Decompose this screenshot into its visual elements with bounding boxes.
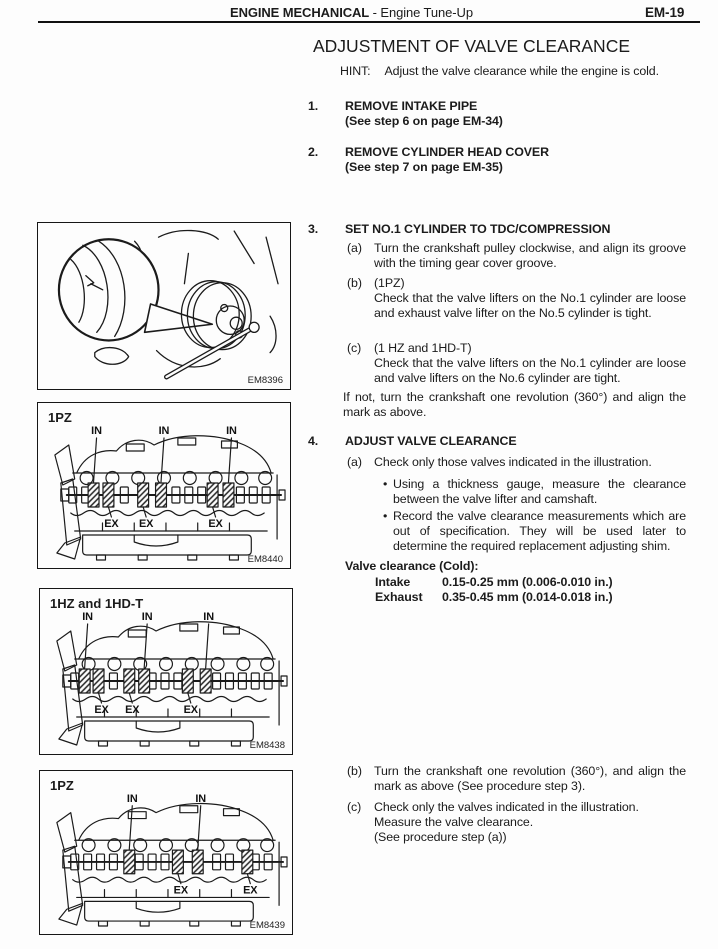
figure-valves-1pz-first — [37, 402, 291, 569]
header-section: ENGINE MECHANICAL — [230, 5, 370, 20]
svg-text:EX: EX — [94, 703, 109, 717]
step-4c-label: (c) — [347, 800, 362, 814]
step-3c-label: (c) — [347, 341, 362, 355]
step-4c-line-3: (See procedure step (a)) — [374, 830, 507, 844]
step-3a-label: (a) — [347, 241, 362, 255]
svg-text:EX: EX — [243, 884, 258, 897]
step-3-number: 3. — [308, 222, 319, 236]
step-2-heading — [345, 145, 690, 175]
step-1-title: REMOVE INTAKE PIPE — [345, 99, 478, 113]
header-rule — [38, 21, 700, 23]
page-number: EM-19 — [645, 5, 685, 20]
spec-intake-row — [375, 575, 613, 591]
header-subsection: - Engine Tune-Up — [372, 5, 473, 20]
figure-code: EM8396 — [247, 375, 283, 386]
svg-text:EX: EX — [138, 517, 154, 531]
step-1-heading — [345, 99, 690, 129]
svg-text:IN: IN — [126, 792, 138, 805]
figure-valves-1pz-second — [39, 770, 293, 935]
step-3-note: If not, turn the crankshaft one revolution (360°) and align the mark as above. — [343, 390, 686, 419]
step-4-number: 4. — [308, 434, 319, 448]
svg-text:EX: EX — [173, 884, 189, 897]
step-2-number: 2. — [308, 145, 319, 159]
svg-text:IN: IN — [158, 424, 170, 438]
engine-side-view-illustration — [41, 789, 289, 927]
svg-text:EX: EX — [208, 517, 223, 531]
step-4c-line-2: Measure the valve clearance. — [374, 815, 534, 829]
spec-intake-label: Intake — [375, 574, 411, 589]
page-header — [230, 5, 473, 20]
doc-title: ADJUSTMENT OF VALVE CLEARANCE — [313, 36, 631, 56]
figure-caption: 1PZ — [48, 410, 72, 425]
step-4a-label: (a) — [347, 455, 362, 469]
step-2-reference: (See step 7 on page EM-35) — [345, 160, 503, 174]
svg-text:IN: IN — [141, 610, 153, 624]
bullet-icon: • — [383, 509, 388, 523]
hint-text: Adjust the valve clearance while the engine is cold. — [384, 64, 659, 78]
step-3-title: SET NO.1 CYLINDER TO TDC/COMPRESSION — [345, 222, 611, 236]
hint-label: HINT: — [340, 64, 371, 78]
crankshaft-pulley-illustration — [39, 223, 288, 385]
spec-exhaust-row — [375, 590, 613, 606]
svg-text:IN: IN — [82, 610, 93, 624]
hint-line — [340, 64, 659, 78]
bullet-icon: • — [383, 477, 388, 491]
step-4a-bullet-1: Using a thickness gauge, measure the clearance between the valve lifter and camshaft. — [393, 477, 686, 506]
engine-side-view-illustration — [41, 607, 289, 747]
spec-exhaust-label: Exhaust — [375, 590, 423, 604]
spec-title: Valve clearance (Cold): — [345, 559, 479, 573]
engine-side-view-illustration — [39, 421, 287, 561]
step-4a-text: Check only those valves indicated in the illustration. — [374, 455, 652, 469]
step-1-reference: (See step 6 on page EM-34) — [345, 114, 503, 128]
step-3c-text: Check that the valve lifters on the No.1 cylinder are loose and valve lifters on the No.6 cylinder are tight. — [374, 356, 686, 385]
spec-intake-value: 0.15-0.25 mm (0.006-0.010 in.) — [442, 574, 613, 589]
step-4c-text — [374, 800, 686, 845]
step-3b-text: Check that the valve lifters on the No.1 cylinder are loose and exhaust valve lifter on the No.5 cylinder is tight. — [374, 291, 686, 320]
figure-code: EM8440 — [247, 554, 283, 565]
step-3c-engine: (1 HZ and 1HD-T) — [374, 341, 472, 355]
figure-crankshaft-pulley — [37, 222, 291, 390]
step-3b-label: (b) — [347, 276, 362, 290]
step-4-title: ADJUST VALVE CLEARANCE — [345, 434, 517, 448]
step-3a-text: Turn the crankshaft pulley clockwise, and align its groove with the timing gear cover groove. — [374, 241, 686, 270]
figure-caption: 1PZ — [50, 778, 74, 793]
step-4b-text: Turn the crankshaft one revolution (360°), and align the mark as above (See procedure step 3). — [374, 764, 686, 793]
svg-text:IN: IN — [226, 424, 237, 438]
step-4b-label: (b) — [347, 764, 362, 778]
step-1-number: 1. — [308, 99, 319, 113]
svg-text:EX: EX — [183, 703, 198, 717]
step-3b-engine: (1PZ) — [374, 276, 405, 290]
step-2-title: REMOVE CYLINDER HEAD COVER — [345, 145, 549, 159]
spec-exhaust-value: 0.35-0.45 mm (0.014-0.018 in.) — [442, 590, 613, 604]
figure-valves-1hz-1hdt — [39, 588, 293, 755]
step-4c-line-1: Check only the valves indicated in the illustration. — [374, 800, 639, 814]
step-4a-bullet-2: Record the valve clearance measurements which are out of specification. They will be used later to determine the required replacement adjusting shim. — [393, 509, 686, 553]
svg-text:IN: IN — [195, 792, 207, 805]
svg-text:EX: EX — [125, 703, 140, 717]
svg-text:IN: IN — [91, 424, 102, 438]
figure-code: EM8439 — [249, 920, 285, 931]
valve-clearance-spec — [345, 559, 613, 606]
svg-text:EX: EX — [104, 517, 119, 531]
svg-text:IN: IN — [203, 610, 215, 624]
figure-code: EM8438 — [249, 740, 285, 751]
figure-caption: 1HZ and 1HD-T — [50, 596, 144, 611]
